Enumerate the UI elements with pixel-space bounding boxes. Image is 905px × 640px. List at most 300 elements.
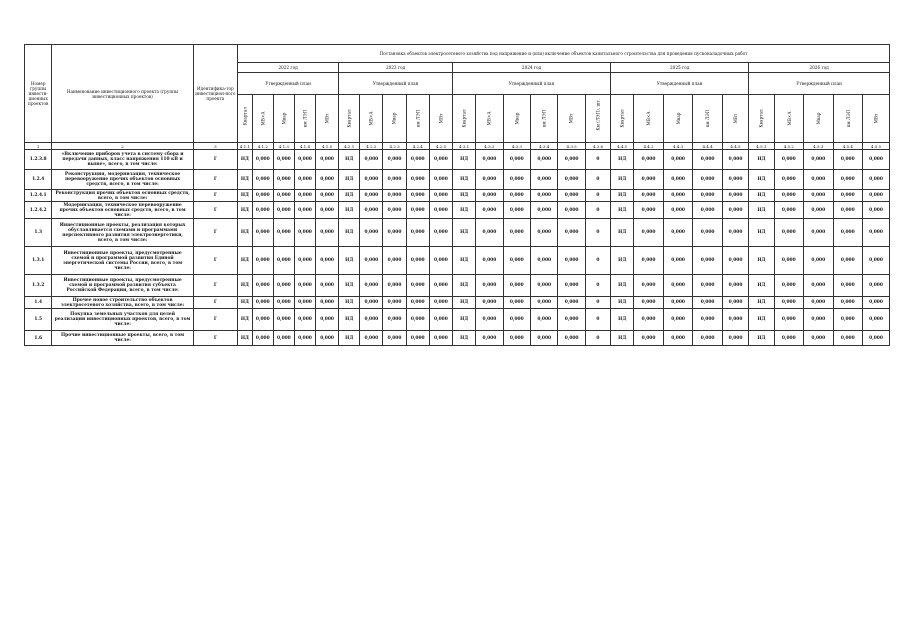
cell-value: 0 (585, 247, 610, 275)
cell-value: 0,000 (634, 309, 664, 331)
cell-value: 0,000 (833, 297, 863, 309)
cell-value: 0,000 (531, 190, 558, 202)
cell-value: 0,000 (294, 202, 315, 219)
cell-value: 0,000 (774, 170, 804, 190)
cell-value: 0,000 (663, 331, 693, 346)
cell-value: 0,000 (804, 170, 834, 190)
cell-value: 0,000 (406, 202, 429, 219)
subcol-label: Мвар (675, 112, 681, 125)
cell-quarter: НД (453, 309, 476, 331)
cell-quarter: НД (339, 170, 360, 190)
cell-value: 0,000 (558, 247, 585, 275)
cell-value: 0,000 (863, 309, 890, 331)
header-year-2022: 2022 год (238, 63, 339, 73)
subcol-label: МВт (873, 113, 879, 124)
cell-value: 0,000 (315, 309, 338, 331)
column-number: 4.4.1 (611, 143, 634, 150)
cell-value: 0,000 (360, 219, 383, 247)
cell-value: 0,000 (722, 219, 748, 247)
table-row (25, 331, 890, 346)
cell-quarter: НД (339, 275, 360, 297)
cell-value: 0 (585, 219, 610, 247)
cell-value: 0,000 (406, 150, 429, 170)
cell-value: 0,000 (663, 190, 693, 202)
subcol-header (252, 95, 273, 143)
cell-value: 0,000 (558, 219, 585, 247)
column-number: 4.2.1 (339, 143, 360, 150)
cell-value: 0,000 (693, 247, 723, 275)
cell-value: 0,000 (833, 275, 863, 297)
cell-value: 0,000 (360, 202, 383, 219)
cell-quarter: НД (453, 170, 476, 190)
subcol-header (429, 95, 452, 143)
cell-quarter: НД (339, 331, 360, 346)
cell-value: 0,000 (429, 309, 452, 331)
cell-value: 0,000 (273, 247, 294, 275)
cell-value: 0,000 (774, 247, 804, 275)
cell-value: 0,000 (774, 297, 804, 309)
cell-value: 0,000 (693, 275, 723, 297)
cell-value: 0,000 (476, 247, 503, 275)
row-project-name: Инвестиционные проекты, реализация которых обуславливается схемами и программами перспективного развития электроэнергетики, всего, в том числе: (52, 219, 193, 247)
investment-table-sheet (24, 44, 890, 367)
cell-value: 0,000 (503, 275, 530, 297)
cell-value: 0,000 (863, 202, 890, 219)
header-plan-2026: Утвержденный план (749, 73, 890, 95)
subcol-label: МВт (569, 113, 575, 124)
header-year-2025: 2025 год (611, 63, 749, 73)
subcol-header (339, 95, 360, 143)
subcol-header (294, 95, 315, 143)
cell-value: 0,000 (531, 202, 558, 219)
cell-quarter: НД (749, 150, 774, 170)
cell-value: 0 (585, 190, 610, 202)
row-number: 1.5 (25, 309, 52, 331)
cell-quarter: НД (453, 331, 476, 346)
cell-quarter: НД (749, 331, 774, 346)
cell-value: 0,000 (383, 275, 406, 297)
cell-value: 0,000 (804, 297, 834, 309)
cell-value: 0,000 (804, 247, 834, 275)
cell-value: 0,000 (634, 331, 664, 346)
cell-value: 0,000 (663, 309, 693, 331)
cell-value: 0,000 (634, 150, 664, 170)
cell-value: 0,000 (315, 275, 338, 297)
column-number: 4.3.1 (453, 143, 476, 150)
column-number: 4.3.3 (503, 143, 530, 150)
cell-value: 0,000 (634, 170, 664, 190)
cell-value: 0,000 (315, 247, 338, 275)
subcol-header (273, 95, 294, 143)
cell-value: 0,000 (558, 309, 585, 331)
table-row (25, 275, 890, 297)
header-plan-2023: Утвержденный план (339, 73, 453, 95)
cell-quarter: НД (238, 247, 253, 275)
column-number: 4.4.3 (663, 143, 693, 150)
cell-quarter: НД (238, 309, 253, 331)
cell-value: 0,000 (429, 247, 452, 275)
subcol-header (774, 95, 804, 143)
subcol-header (833, 95, 863, 143)
subcol-header (453, 95, 476, 143)
column-number: 4.4.5 (722, 143, 748, 150)
cell-value: 0,000 (429, 275, 452, 297)
row-number: 1.6 (25, 331, 52, 346)
cell-quarter: НД (749, 219, 774, 247)
cell-value: 0,000 (406, 247, 429, 275)
cell-value: 0,000 (294, 150, 315, 170)
column-number: 4.1.4 (294, 143, 315, 150)
cell-value: 0,000 (429, 297, 452, 309)
table-row (25, 170, 890, 190)
column-number: 4.3.5 (558, 143, 585, 150)
subcol-header (383, 95, 406, 143)
cell-value: 0,000 (634, 275, 664, 297)
cell-value: 0,000 (531, 247, 558, 275)
cell-value: 0,000 (383, 190, 406, 202)
cell-value: 0,000 (503, 170, 530, 190)
column-number: 4.4.4 (693, 143, 723, 150)
row-project-id: Г (193, 150, 237, 170)
subcol-header (503, 95, 530, 143)
cell-quarter: НД (453, 275, 476, 297)
cell-value: 0,000 (294, 297, 315, 309)
table-row (25, 247, 890, 275)
column-number: 4.5.5 (863, 143, 890, 150)
cell-value: 0,000 (833, 309, 863, 331)
cell-value: 0,000 (476, 275, 503, 297)
table-row (25, 202, 890, 219)
cell-value: 0,000 (294, 190, 315, 202)
cell-value: 0,000 (503, 190, 530, 202)
subcol-label: МВ×А (368, 111, 374, 126)
column-number: 4.1.2 (252, 143, 273, 150)
cell-value: 0,000 (252, 331, 273, 346)
subcol-label: Мвар (815, 112, 821, 125)
cell-value: 0,000 (476, 297, 503, 309)
cell-value: 0,000 (315, 202, 338, 219)
cell-value: 0,000 (833, 190, 863, 202)
cell-value: 0 (585, 309, 610, 331)
subcol-label: Мвар (281, 112, 287, 125)
cell-value: 0,000 (863, 190, 890, 202)
cell-value: 0,000 (273, 219, 294, 247)
cell-value: 0,000 (383, 247, 406, 275)
cell-value: 0,000 (383, 297, 406, 309)
investment-program-table (24, 44, 890, 346)
cell-value: 0,000 (863, 297, 890, 309)
cell-value: 0 (585, 170, 610, 190)
cell-value: 0,000 (863, 219, 890, 247)
cell-value: 0,000 (634, 247, 664, 275)
subcol-header (863, 95, 890, 143)
cell-value: 0,000 (360, 331, 383, 346)
cell-value: 0,000 (804, 309, 834, 331)
cell-value: 0,000 (476, 170, 503, 190)
row-number: 1.4 (25, 297, 52, 309)
cell-value: 0,000 (503, 219, 530, 247)
subcol-header (360, 95, 383, 143)
cell-value: 0,000 (406, 219, 429, 247)
column-number: 4.3.4 (531, 143, 558, 150)
column-number: 4.2.4 (406, 143, 429, 150)
cell-value: 0,000 (315, 190, 338, 202)
cell-value: 0,000 (383, 219, 406, 247)
cell-value: 0,000 (693, 331, 723, 346)
cell-value: 0,000 (833, 150, 863, 170)
cell-value: 0,000 (252, 150, 273, 170)
cell-value: 0,000 (558, 170, 585, 190)
cell-value: 0,000 (383, 170, 406, 190)
cell-value: 0,000 (294, 219, 315, 247)
row-project-id: Г (193, 275, 237, 297)
cell-value: 0,000 (360, 170, 383, 190)
cell-value: 0,000 (531, 170, 558, 190)
column-number: 4.1.5 (315, 143, 338, 150)
cell-quarter: НД (611, 309, 634, 331)
cell-value: 0,000 (531, 219, 558, 247)
row-number: 1.2.4.1 (25, 190, 52, 202)
subcol-label: МВт (324, 113, 330, 124)
cell-value: 0,000 (693, 170, 723, 190)
row-project-id: Г (193, 331, 237, 346)
cell-quarter: НД (453, 219, 476, 247)
cell-value: 0,000 (558, 202, 585, 219)
cell-value: 0,000 (693, 202, 723, 219)
row-project-name: Прочее новое строительство объектов электросетевого хозяйства, всего, в том числе: (52, 297, 193, 309)
cell-value: 0,000 (863, 247, 890, 275)
cell-quarter: НД (238, 170, 253, 190)
cell-value: 0,000 (558, 150, 585, 170)
cell-value: 0,000 (503, 202, 530, 219)
cell-value: 0,000 (634, 219, 664, 247)
cell-value: 0,000 (252, 202, 273, 219)
subcol-label: Квартал (461, 109, 467, 128)
subcol-header (611, 95, 634, 143)
cell-value: 0,000 (360, 309, 383, 331)
cell-value: 0,000 (558, 190, 585, 202)
cell-quarter: НД (238, 202, 253, 219)
cell-value: 0,000 (429, 190, 452, 202)
subcol-header (749, 95, 774, 143)
header-year-2026: 2026 год (749, 63, 890, 73)
subcol-label: МВ×А (646, 111, 652, 126)
cell-value: 0,000 (693, 219, 723, 247)
cell-value: 0,000 (476, 202, 503, 219)
cell-quarter: НД (238, 331, 253, 346)
column-number: 4.5.4 (833, 143, 863, 150)
cell-value: 0,000 (774, 150, 804, 170)
cell-value: 0,000 (833, 219, 863, 247)
cell-value: 0,000 (406, 190, 429, 202)
cell-value: 0,000 (360, 150, 383, 170)
table-row (25, 309, 890, 331)
cell-value: 0,000 (774, 309, 804, 331)
cell-quarter: НД (611, 150, 634, 170)
cell-value: 0,000 (693, 297, 723, 309)
cell-value: 0,000 (315, 219, 338, 247)
cell-quarter: НД (749, 170, 774, 190)
cell-value: 0,000 (863, 275, 890, 297)
row-project-id: Г (193, 297, 237, 309)
subcol-label: МВт (438, 113, 444, 124)
cell-value: 0,000 (774, 275, 804, 297)
cell-quarter: НД (453, 150, 476, 170)
subcol-label: МВ×А (486, 111, 492, 126)
cell-quarter: НД (611, 331, 634, 346)
subcol-label: Км (ЛЭП), шт. (595, 98, 601, 131)
column-number: 2 (52, 143, 193, 150)
cell-value: 0,000 (383, 331, 406, 346)
cell-value: 0,000 (273, 275, 294, 297)
cell-value: 0,000 (383, 202, 406, 219)
cell-quarter: НД (749, 190, 774, 202)
cell-value: 0,000 (558, 275, 585, 297)
column-number: 4.2.5 (429, 143, 452, 150)
row-project-id: Г (193, 190, 237, 202)
cell-value: 0 (585, 202, 610, 219)
cell-quarter: НД (339, 219, 360, 247)
cell-value: 0,000 (503, 247, 530, 275)
subcol-header (315, 95, 338, 143)
cell-value: 0,000 (273, 309, 294, 331)
row-number: 1.2.4.2 (25, 202, 52, 219)
cell-value: 0,000 (722, 170, 748, 190)
cell-value: 0,000 (294, 170, 315, 190)
cell-value: 0,000 (693, 309, 723, 331)
cell-value: 0,000 (383, 150, 406, 170)
cell-value: 0,000 (273, 190, 294, 202)
subcol-label: Квартал (758, 109, 764, 128)
header-year-2023: 2023 год (339, 63, 453, 73)
cell-value: 0,000 (531, 297, 558, 309)
row-project-name: Модернизация, техническое перевооружение прочих объектов основных средств, всего, в том числе: (52, 202, 193, 219)
column-number: 4.2.2 (360, 143, 383, 150)
cell-value: 0,000 (663, 297, 693, 309)
column-number: 3 (193, 143, 237, 150)
cell-value: 0,000 (383, 309, 406, 331)
cell-quarter: НД (749, 202, 774, 219)
row-number: 1.3.2 (25, 275, 52, 297)
cell-value: 0 (585, 297, 610, 309)
column-number: 4.1.1 (238, 143, 253, 150)
cell-quarter: НД (611, 190, 634, 202)
row-project-id: Г (193, 247, 237, 275)
cell-value: 0,000 (503, 309, 530, 331)
cell-value: 0,000 (315, 150, 338, 170)
cell-value: 0,000 (252, 309, 273, 331)
column-number: 4.3.6 (585, 143, 610, 150)
cell-value: 0,000 (503, 331, 530, 346)
cell-value: 0,000 (693, 150, 723, 170)
cell-quarter: НД (238, 150, 253, 170)
cell-value: 0,000 (833, 331, 863, 346)
cell-value: 0,000 (663, 170, 693, 190)
table-row (25, 297, 890, 309)
cell-value: 0,000 (360, 275, 383, 297)
cell-value: 0,000 (722, 309, 748, 331)
cell-value: 0,000 (663, 219, 693, 247)
table-row (25, 219, 890, 247)
row-project-id: Г (193, 219, 237, 247)
cell-value: 0,000 (722, 331, 748, 346)
cell-value: 0,000 (531, 275, 558, 297)
cell-value: 0,000 (722, 150, 748, 170)
row-project-name: Реконструкция, модернизация, техническое перевооружение прочих объектов основных средств, всего, в том числе: (52, 170, 193, 190)
cell-quarter: НД (238, 275, 253, 297)
cell-value: 0,000 (429, 219, 452, 247)
cell-value: 0,000 (360, 190, 383, 202)
cell-value: 0,000 (663, 202, 693, 219)
subcol-label: Квартал (619, 109, 625, 128)
cell-quarter: НД (611, 247, 634, 275)
cell-value: 0,000 (722, 202, 748, 219)
column-numbers-row (25, 143, 890, 150)
row-number: 1.3.1 (25, 247, 52, 275)
cell-quarter: НД (453, 202, 476, 219)
cell-value: 0,000 (722, 297, 748, 309)
cell-value: 0,000 (406, 297, 429, 309)
cell-value: 0,000 (722, 247, 748, 275)
cell-value: 0,000 (833, 247, 863, 275)
cell-quarter: НД (238, 297, 253, 309)
header-year-2024: 2024 год (453, 63, 611, 73)
cell-value: 0,000 (663, 150, 693, 170)
cell-value: 0 (585, 331, 610, 346)
row-project-name: Прочие инвестиционные проекты, всего, в том числе: (52, 331, 193, 346)
cell-value: 0,000 (406, 331, 429, 346)
cell-value: 0,000 (503, 297, 530, 309)
cell-value: 0,000 (315, 170, 338, 190)
table-row (25, 190, 890, 202)
cell-quarter: НД (749, 247, 774, 275)
cell-value: 0,000 (273, 170, 294, 190)
cell-value: 0,000 (273, 150, 294, 170)
cell-value: 0,000 (406, 275, 429, 297)
subcol-header (406, 95, 429, 143)
table-row (25, 150, 890, 170)
subcol-label: км ЛЭП (845, 109, 851, 128)
subcol-label: км ЛЭП (415, 109, 421, 128)
cell-value: 0,000 (503, 150, 530, 170)
row-project-name: Реконструкция прочих объектов основных средств, всего, в том числе: (52, 190, 193, 202)
column-number: 4.3.2 (476, 143, 503, 150)
row-number: 1.2.3.8 (25, 150, 52, 170)
row-project-name: Покупка земельных участков для целей реализации инвестиционных проектов, всего, в том числе: (52, 309, 193, 331)
column-number: 4.5.2 (774, 143, 804, 150)
cell-value: 0,000 (429, 202, 452, 219)
cell-value: 0,000 (863, 150, 890, 170)
cell-value: 0,000 (774, 202, 804, 219)
subcol-label: км ЛЭП (541, 109, 547, 128)
subcol-header (476, 95, 503, 143)
cell-value: 0,000 (722, 190, 748, 202)
subcol-label: МВт (733, 113, 739, 124)
cell-value: 0,000 (360, 247, 383, 275)
subcol-label: Квартал (242, 107, 248, 126)
cell-value: 0,000 (273, 331, 294, 346)
subcol-label: МВ×А (260, 111, 266, 126)
cell-quarter: НД (611, 275, 634, 297)
cell-value: 0,000 (531, 150, 558, 170)
cell-value: 0,000 (476, 190, 503, 202)
row-project-name: «Включение приборов учета в систему сбора и передачи данных, класс напряжения 110 кВ и выше», всего, в том числе: (52, 150, 193, 170)
cell-value: 0,000 (531, 331, 558, 346)
cell-value: 0,000 (360, 297, 383, 309)
subcol-label: Квартал (346, 109, 352, 128)
header-group-number: Номер группы инвести-ционных проектов (25, 45, 52, 143)
column-number: 4.5.3 (804, 143, 834, 150)
